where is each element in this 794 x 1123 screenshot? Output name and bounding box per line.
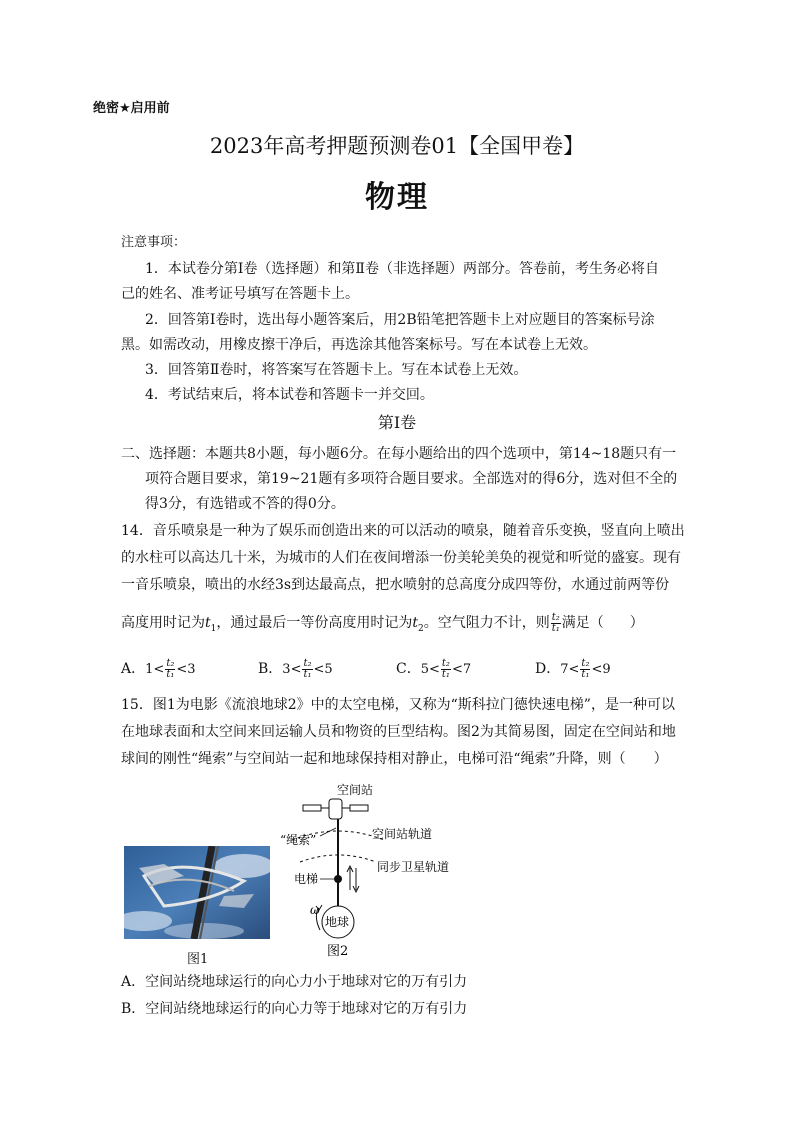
q15-option-b[interactable]: B．空间站绕地球运行的向心力等于地球对它的万有引力 [121,1001,468,1017]
section-instruction-1: 二、选择题：本题共8小题，每小题6分。在每小题给出的四个选项中，第14~18题只有一 [121,446,677,462]
notice-line-2: 己的姓名、准考证号填写在答题卡上。 [121,286,359,302]
q15-line-2: 在地球表面和太空间来回运输人员和物资的巨型结构。图2为其简易图，固定在空间站和地 [121,724,676,740]
section-title: 第Ⅰ卷 [377,413,417,432]
label-rope: “绳索” [280,833,317,847]
notice-line-3: 2．回答第Ⅰ卷时，选出每小题答案后，用2B铅笔把答题卡上对应题目的答案标号涂 [145,312,655,328]
section-instruction-3: 得3分，有选错或不答的得0分。 [145,496,345,512]
q14-line-2: 的水柱可以高达几十米，为城市的人们在夜间增添一份美轮美奂的视觉和听觉的盛宴。现有 [121,550,681,566]
notice-heading: 注意事项： [121,235,187,250]
section-instruction-2: 项符合题目要求，第19~21题有多项符合题目要求。全部选对的得6分，选对但不全的 [145,471,678,487]
q14-option-b[interactable]: B．3< $\frac{\text{t₂}}{\text{t₁}}$ <5 [258,657,333,680]
figure-2-caption: 图2 [327,944,349,959]
exam-title: 2023年高考押题预测卷01【全国甲卷】 [209,134,585,158]
var-t2: t [412,615,419,631]
q14-text-c: 。空气阻力不计，则 [423,615,550,631]
notice-line-6: 4．考试结束后，将本试卷和答题卡一并交回。 [145,387,434,403]
label-earth: 地球 [325,915,350,929]
label-space-station: 空间站 [337,783,374,797]
notice-line-1: 1．本试卷分第Ⅰ卷（选择题）和第Ⅱ卷（非选择题）两部分。答卷前，考生务必将自 [145,261,659,277]
q14-line-1: 14．音乐喷泉是一种为了娱乐而创造出来的可以活动的喷泉，随着音乐变换，竖直向上喷出 [121,523,685,539]
var-t1: t [205,615,211,631]
var-t1-sub: 1 [210,623,217,634]
q14-text-d: 满足（ [561,615,604,631]
q14-text-a: 高度用时记为 [121,615,205,631]
q15-line-3: 球间的刚性“绳索”与空间站一起和地球保持相对静止，电梯可沿“绳索”升降，则（ ） [121,751,668,767]
q15-line-1: 15．图1为电影《流浪地球2》中的太空电梯，又称为“斯科拉门德快速电梯”，是一种可以 [121,697,675,713]
label-sync-orbit: 同步卫星轨道 [377,860,450,874]
q14-option-a[interactable]: A．1< $\frac{\text{t₂}}{\text{t₁}}$ <3 [121,657,196,680]
subject-title: 物理 [365,180,429,215]
label-omega: ω [310,903,320,917]
q14-text-e: ） [629,615,644,631]
label-elevator: 电梯 [294,872,319,886]
q14-line-4 [121,610,644,642]
solar-panel-right [350,805,368,811]
q14-text-b: ，通过最后一等份高度用时记为 [216,615,413,631]
solar-panel-left [303,805,321,811]
figure-1-space-elevator-image [124,846,270,939]
var-t2-sub: 2 [418,623,424,634]
secret-mark: 绝密★启用前 [93,101,170,116]
q15-option-a[interactable]: A．空间站绕地球运行的向心力小于地球对它的万有引力 [121,974,468,990]
notice-line-5: 3．回答第Ⅱ卷时，将答案写在答题卡上。写在本试卷上无效。 [145,362,528,378]
space-station-body [329,799,342,819]
figure-2-schematic [280,778,490,963]
notice-line-4: 黑。如需改动，用橡皮擦干净后，再选涂其他答案标号。写在本试卷上无效。 [121,337,597,353]
q14-line-3: 一音乐喷泉，喷出的水经3s到达最高点，把水喷射的总高度分成四等份，水通过前两等份 [121,577,670,593]
label-station-orbit: 空间站轨道 [372,827,433,841]
q14-option-d[interactable]: D．7< $\frac{\text{t₂}}{\text{t₁}}$ <9 [535,657,611,680]
figure-1-caption: 图1 [187,952,209,967]
ratio-fraction: $\frac{\text{t₂}}{\text{t₁}}$ [551,611,560,634]
q14-option-c[interactable]: C．5< $\frac{\text{t₂}}{\text{t₁}}$ <7 [396,657,472,680]
elevator-dot [334,875,342,883]
